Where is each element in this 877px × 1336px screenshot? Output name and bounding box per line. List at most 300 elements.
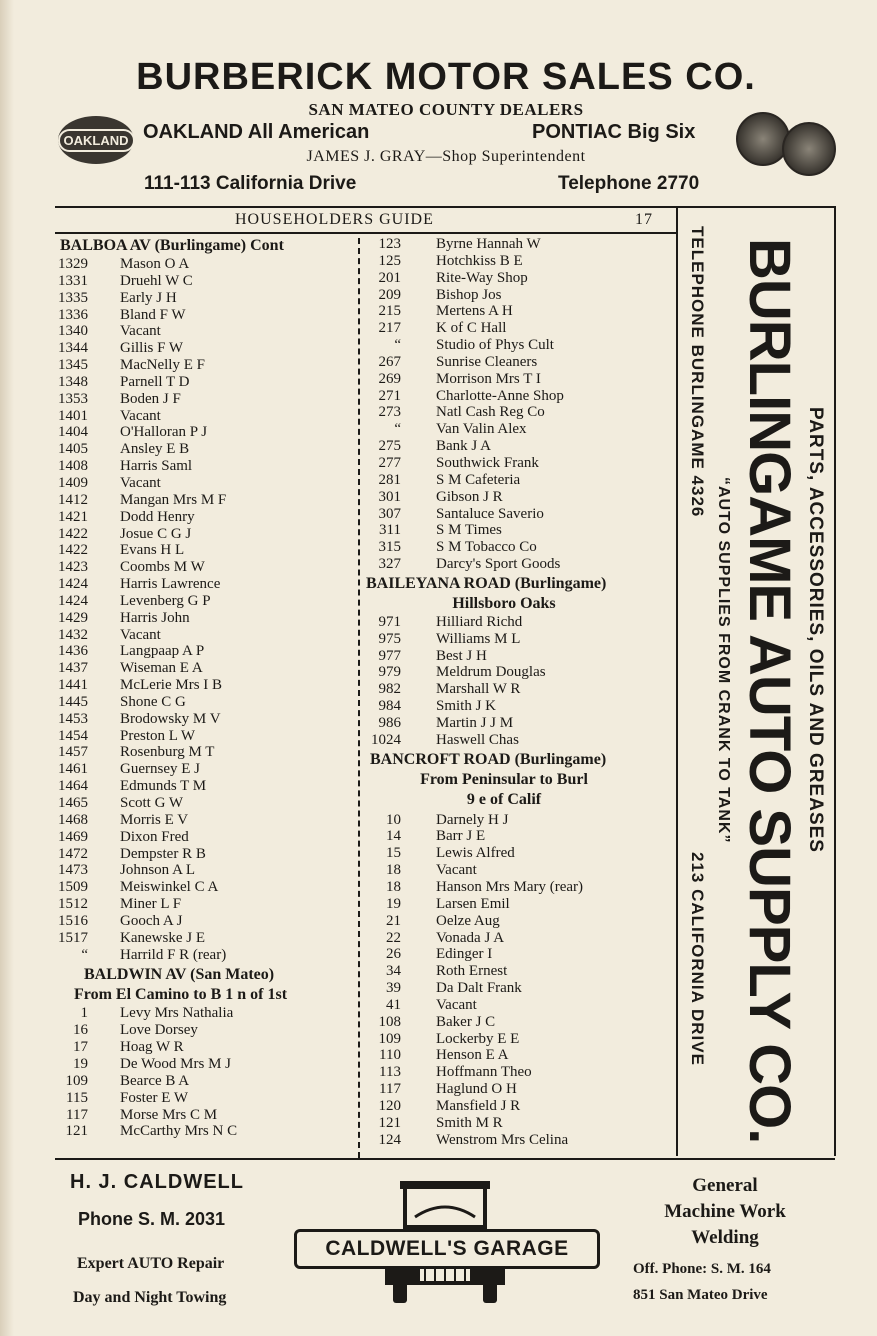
house-number: 311 <box>379 522 401 539</box>
householder-name: Wiseman E A <box>120 660 203 677</box>
street-subheading: From Peninsular to Burl <box>420 770 588 788</box>
house-number: 1441 <box>58 677 88 694</box>
list-item <box>52 1022 352 1039</box>
householder-name: Mertens A H <box>436 303 513 320</box>
house-number: 16 <box>73 1022 88 1039</box>
list-item <box>364 1014 674 1031</box>
householder-name: Lewis Alfred <box>436 845 515 862</box>
householder-name: Levy Mrs Nathalia <box>120 1005 234 1022</box>
householder-name: Rosenburg M T <box>120 744 215 761</box>
house-number: 18 <box>386 862 401 879</box>
householder-name: Baker J C <box>436 1013 496 1030</box>
list-item <box>52 677 352 694</box>
page-number: 17 <box>635 211 653 228</box>
house-number: 1405 <box>58 441 88 458</box>
list-item <box>52 930 352 947</box>
list-item <box>52 391 352 408</box>
house-number: 1454 <box>58 727 88 744</box>
house-number: 1457 <box>58 744 88 761</box>
list-item <box>364 506 674 523</box>
list-item <box>364 1031 674 1048</box>
householder-name: Vacant <box>120 407 161 424</box>
list-item <box>364 879 674 896</box>
householder-name: Vonada J A <box>436 929 505 946</box>
list-item <box>364 539 674 556</box>
house-number: 1340 <box>58 323 88 340</box>
house-number: 108 <box>378 1013 401 1030</box>
householder-name: Shone C G <box>120 693 186 710</box>
householder-name: Morrison Mrs T I <box>436 370 541 387</box>
house-number: 17 <box>73 1039 88 1056</box>
service-machine: Machine Work <box>664 1201 786 1222</box>
house-number: “ <box>394 421 401 438</box>
garage-sign-text: CALDWELL'S GARAGE <box>325 1237 569 1260</box>
side-advertisement <box>680 212 832 1152</box>
householder-name: Boden J F <box>120 390 181 407</box>
list-item <box>364 946 674 963</box>
householder-name: Vacant <box>120 474 161 491</box>
list-item <box>364 303 674 320</box>
householder-name: Kanewske J E <box>120 929 205 946</box>
householder-name: Early J H <box>120 289 177 306</box>
householder-name: Dodd Henry <box>120 508 195 525</box>
householder-name: Brodowsky M V <box>120 710 221 727</box>
dealers-line: SAN MATEO COUNTY DEALERS <box>308 100 584 119</box>
house-number: 1345 <box>58 357 88 374</box>
middle-column <box>364 236 674 1149</box>
list-item <box>364 997 674 1014</box>
list-item <box>364 1098 674 1115</box>
machine-shop-address: 851 San Mateo Drive <box>633 1287 768 1303</box>
householder-name: Gooch A J <box>120 912 183 929</box>
list-item <box>364 862 674 879</box>
householder-name: Harris Lawrence <box>120 576 221 593</box>
householder-name: Gillis F W <box>120 340 184 357</box>
list-item <box>52 761 352 778</box>
house-number: 269 <box>378 370 401 387</box>
house-number: 1335 <box>58 289 88 306</box>
householder-name: Charlotte-Anne Shop <box>436 387 564 404</box>
householder-name: Ansley E B <box>120 441 190 458</box>
list-item <box>52 424 352 441</box>
householder-name: Josue C G J <box>120 525 192 542</box>
householder-name: Oelze Aug <box>436 912 500 929</box>
householder-name: Scott G W <box>120 795 184 811</box>
list-item <box>52 542 352 559</box>
list-item <box>364 489 674 506</box>
side-ad-slogan: “AUTO SUPPLIES FROM CRANK TO TANK” <box>715 477 732 844</box>
householder-name: Dempster R B <box>120 845 206 862</box>
householder-name: Roth Ernest <box>436 963 508 980</box>
side-ad-address: 213 CALIFORNIA DRIVE <box>688 852 707 1066</box>
office-phone: Off. Phone: S. M. 164 <box>633 1261 771 1277</box>
list-item <box>364 631 674 648</box>
house-number: 1336 <box>58 306 88 323</box>
left-listing-2 <box>52 1005 352 1140</box>
list-item <box>52 509 352 526</box>
list-item <box>364 270 674 287</box>
house-number: 1469 <box>58 828 88 845</box>
garage-service-towing: Day and Night Towing <box>73 1289 227 1306</box>
house-number: “ <box>81 946 88 963</box>
householder-name: Darnely H J <box>436 811 509 828</box>
house-number: 984 <box>378 698 401 715</box>
list-item <box>52 913 352 930</box>
householder-name: Hilliard Richd <box>436 613 523 630</box>
house-number: 1408 <box>58 458 88 475</box>
house-number: 41 <box>386 996 401 1013</box>
house-number: 267 <box>378 353 401 370</box>
householder-name: Meiswinkel C A <box>120 879 219 896</box>
house-number: 1465 <box>58 795 88 811</box>
householder-name: Van Valin Alex <box>436 421 527 438</box>
guide-title: HOUSEHOLDERS GUIDE <box>235 211 434 228</box>
householder-name: Bank J A <box>436 438 492 455</box>
list-item <box>364 1132 674 1149</box>
house-number: 125 <box>378 252 401 269</box>
house-number: 1331 <box>58 272 88 289</box>
house-number: 315 <box>378 539 401 556</box>
householder-name: Williams M L <box>436 630 521 647</box>
garage-sign <box>294 1229 600 1269</box>
householder-name: Lockerby E E <box>436 1030 520 1047</box>
householder-name: S M Tobacco Co <box>436 539 537 556</box>
oakland-logo-text: OAKLAND <box>58 129 135 152</box>
house-number: 1429 <box>58 609 88 626</box>
householder-name: Coombs M W <box>120 559 205 576</box>
list-item <box>52 879 352 896</box>
list-item <box>52 643 352 660</box>
list-item <box>52 947 352 964</box>
list-item <box>52 593 352 610</box>
house-number: 1422 <box>58 542 88 559</box>
list-item <box>52 829 352 846</box>
householder-name: Hotchkiss B E <box>436 252 523 269</box>
house-number: 121 <box>378 1114 401 1131</box>
list-item <box>364 732 674 749</box>
list-item <box>52 256 352 273</box>
house-number: 1473 <box>58 862 88 879</box>
column-divider <box>358 238 360 1158</box>
house-number: 1461 <box>58 761 88 778</box>
machine-services <box>645 1173 805 1251</box>
householder-name: Evans H L <box>120 542 185 559</box>
top-advertisement <box>40 50 840 200</box>
list-item <box>364 963 674 980</box>
house-number: 115 <box>66 1089 88 1106</box>
house-number: 327 <box>378 556 401 573</box>
householder-name: Rite-Way Shop <box>436 269 528 286</box>
house-number: 1453 <box>58 710 88 727</box>
house-number: 982 <box>378 681 401 698</box>
superintendent-line: JAMES J. GRAY—Shop Superintendent <box>306 148 586 165</box>
list-item <box>364 354 674 371</box>
list-item <box>52 441 352 458</box>
list-item <box>52 576 352 593</box>
house-number: 39 <box>386 980 401 997</box>
list-item <box>364 253 674 270</box>
street-subheading: Hillsboro Oaks <box>452 594 556 612</box>
house-number: 1437 <box>58 660 88 677</box>
house-number: 120 <box>378 1097 401 1114</box>
page-edge <box>0 0 14 1336</box>
householder-name: Hoag W R <box>120 1039 184 1056</box>
householder-name: Studio of Phys Cult <box>436 337 554 354</box>
side-ad-phone: TELEPHONE BURLINGAME 4326 <box>688 226 707 518</box>
street-subheading: 9 e of Calif <box>466 790 542 808</box>
house-number: 1353 <box>58 390 88 407</box>
mid-listing-1 <box>364 236 674 573</box>
list-item <box>364 664 674 681</box>
householder-name: S M Cafeteria <box>436 471 521 488</box>
list-item <box>52 711 352 728</box>
house-number: 1424 <box>58 592 88 609</box>
householder-name: Wenstrom Mrs Celina <box>436 1131 569 1148</box>
householder-name: Vacant <box>120 323 161 340</box>
householder-name: McLerie Mrs I B <box>120 677 223 694</box>
list-item <box>364 455 674 472</box>
householder-name: Southwick Frank <box>436 454 539 471</box>
list-item <box>364 404 674 421</box>
list-item <box>52 475 352 492</box>
householder-name: K of C Hall <box>436 320 507 337</box>
street-heading: BALDWIN AV (San Mateo) <box>84 966 275 984</box>
house-number: 1404 <box>58 424 88 441</box>
householder-name: Hanson Mrs Mary (rear) <box>436 879 584 895</box>
list-item <box>52 273 352 290</box>
list-item <box>364 614 674 631</box>
house-number: 281 <box>378 471 401 488</box>
householder-name: Parnell T D <box>120 373 190 390</box>
list-item <box>52 795 352 812</box>
list-item <box>364 556 674 573</box>
list-item <box>52 492 352 509</box>
house-number: 1329 <box>58 256 88 272</box>
side-ad-products: PARTS, ACCESSORIES, OILS AND GREASES <box>805 407 826 853</box>
list-item <box>52 1005 352 1022</box>
householder-name: Vacant <box>120 626 161 643</box>
householder-name: Harrild F R (rear) <box>120 946 227 963</box>
householder-name: Da Dalt Frank <box>436 980 522 997</box>
garage-phone: Phone S. M. 2031 <box>78 1209 226 1229</box>
householder-name: Edmunds T M <box>120 778 207 795</box>
list-item <box>52 1090 352 1107</box>
list-item <box>364 1115 674 1132</box>
householder-name: Hoffmann Theo <box>436 1064 532 1081</box>
house-number: 14 <box>386 828 401 845</box>
householder-name: Henson E A <box>436 1047 509 1064</box>
bottom-advertisement <box>55 1165 835 1325</box>
list-item <box>52 1056 352 1073</box>
oakland-line: OAKLAND All American <box>143 121 370 143</box>
house-number: 123 <box>378 236 401 252</box>
householder-name: Byrne Hannah W <box>436 236 541 252</box>
householder-name: Love Dorsey <box>120 1022 198 1039</box>
house-number: 121 <box>65 1123 88 1140</box>
householder-name: Guernsey E J <box>120 761 200 778</box>
house-number: 1445 <box>58 693 88 710</box>
list-item <box>364 388 674 405</box>
householder-name: Larsen Emil <box>436 895 510 912</box>
house-number: 1409 <box>58 474 88 491</box>
house-number: 19 <box>73 1055 88 1072</box>
house-number: 1423 <box>58 559 88 576</box>
householder-name: Harris Saml <box>120 458 193 475</box>
house-number: 109 <box>65 1072 88 1089</box>
house-number: 217 <box>378 320 401 337</box>
house-number: 113 <box>379 1064 401 1081</box>
householder-name: Natl Cash Reg Co <box>436 404 545 421</box>
list-item <box>364 1081 674 1098</box>
householder-name: Johnson A L <box>120 862 196 879</box>
list-item <box>52 526 352 543</box>
list-item <box>364 1064 674 1081</box>
list-item <box>52 610 352 627</box>
side-ad-company: BURLINGAME AUTO SUPPLY CO. <box>737 238 802 1144</box>
list-item <box>52 778 352 795</box>
garage-service-repair: Expert AUTO Repair <box>77 1255 225 1272</box>
list-item <box>364 681 674 698</box>
list-item <box>364 287 674 304</box>
house-number: 15 <box>386 845 401 862</box>
householder-name: McCarthy Mrs N C <box>120 1123 238 1140</box>
house-number: 975 <box>378 630 401 647</box>
list-item <box>52 694 352 711</box>
house-number: 1024 <box>371 731 401 748</box>
house-number: 1512 <box>58 896 88 913</box>
house-number: 1464 <box>58 778 88 795</box>
bottom-rule <box>55 1158 835 1160</box>
house-number: 1421 <box>58 508 88 525</box>
house-number: 18 <box>386 879 401 895</box>
householder-name: Levenberg G P <box>120 592 211 609</box>
house-number: 201 <box>378 269 401 286</box>
house-number: 1 <box>80 1005 88 1022</box>
dealer-telephone: Telephone 2770 <box>558 173 700 194</box>
householder-name: Haswell Chas <box>436 731 519 748</box>
house-number: 1344 <box>58 340 88 357</box>
householder-name: Mason O A <box>120 256 190 272</box>
house-number: 215 <box>378 303 401 320</box>
list-item <box>364 337 674 354</box>
householder-name: Smith M R <box>436 1114 503 1131</box>
house-number: 307 <box>378 505 401 522</box>
list-item <box>52 290 352 307</box>
list-item <box>364 421 674 438</box>
house-number: 1509 <box>58 879 88 896</box>
house-number: 117 <box>379 1081 401 1098</box>
street-heading: BAILEYANA ROAD (Burlingame) <box>366 574 607 592</box>
list-item <box>364 930 674 947</box>
list-item <box>52 408 352 425</box>
house-number: 1468 <box>58 811 88 828</box>
house-number: 1424 <box>58 576 88 593</box>
householder-name: Mansfield J R <box>436 1097 521 1114</box>
house-number: 34 <box>386 963 401 980</box>
frame-right-border <box>834 206 836 1156</box>
householder-name: MacNelly E F <box>120 357 205 374</box>
house-number: 26 <box>386 946 401 963</box>
householder-name: Preston L W <box>120 727 195 744</box>
list-item <box>364 236 674 253</box>
side-ad-rotated <box>680 212 832 1152</box>
house-number: 117 <box>66 1106 88 1123</box>
left-column <box>52 236 352 1140</box>
householder-name: Martin J J M <box>436 714 514 731</box>
house-number: 277 <box>378 454 401 471</box>
list-item <box>52 728 352 745</box>
householder-name: Miner L F <box>120 896 182 913</box>
householder-name: De Wood Mrs M J <box>120 1055 232 1072</box>
list-item <box>52 1123 352 1140</box>
house-number: 124 <box>378 1131 401 1148</box>
list-item <box>52 340 352 357</box>
list-item <box>364 320 674 337</box>
house-number: 971 <box>378 613 401 630</box>
list-item <box>364 698 674 715</box>
mid-listing-3 <box>364 812 674 1149</box>
house-number: 10 <box>386 811 401 828</box>
householder-name: Edinger I <box>436 946 493 963</box>
householder-name: Best J H <box>436 647 487 664</box>
house-number: 109 <box>378 1030 401 1047</box>
pontiac-line: PONTIAC Big Six <box>532 121 696 143</box>
list-item <box>52 1073 352 1090</box>
house-number: 1516 <box>58 912 88 929</box>
service-general: General <box>692 1175 758 1196</box>
house-number: 979 <box>378 664 401 681</box>
garage-owner: H. J. CALDWELL <box>70 1171 244 1193</box>
house-number: 1472 <box>58 845 88 862</box>
service-welding: Welding <box>691 1227 759 1248</box>
house-number: 22 <box>386 929 401 946</box>
house-number: 1348 <box>58 373 88 390</box>
list-item <box>364 828 674 845</box>
list-item <box>52 458 352 475</box>
householder-name: Darcy's Sport Goods <box>436 556 561 573</box>
householder-name: Vacant <box>436 996 477 1013</box>
householder-name: Barr J E <box>436 828 486 845</box>
house-number: 271 <box>378 387 401 404</box>
householder-name: Druehl W C <box>120 272 193 289</box>
householder-name: Bland F W <box>120 306 186 323</box>
householder-name: Gibson J R <box>436 488 503 505</box>
list-item <box>364 715 674 732</box>
list-item <box>364 980 674 997</box>
householder-name: Sunrise Cleaners <box>436 353 538 370</box>
householder-name: Marshall W R <box>436 681 521 698</box>
house-number: 275 <box>378 438 401 455</box>
house-number: 21 <box>386 912 401 929</box>
list-item <box>52 1107 352 1124</box>
header-rule <box>55 232 677 234</box>
list-item <box>364 913 674 930</box>
householder-name: Meldrum Douglas <box>436 664 546 681</box>
householder-name: Morris E V <box>120 811 189 828</box>
house-number: 977 <box>378 647 401 664</box>
list-item <box>364 812 674 829</box>
house-number: “ <box>394 337 401 354</box>
householder-name: Smith J K <box>436 698 497 715</box>
house-number: 1517 <box>58 929 88 946</box>
list-item <box>52 846 352 863</box>
house-number: 986 <box>378 714 401 731</box>
street-subheading: From El Camino to B 1 n of 1st <box>74 986 288 1004</box>
list-item <box>52 374 352 391</box>
householder-name: Foster E W <box>120 1089 189 1106</box>
householder-name: Bearce B A <box>120 1072 190 1089</box>
list-item <box>52 307 352 324</box>
